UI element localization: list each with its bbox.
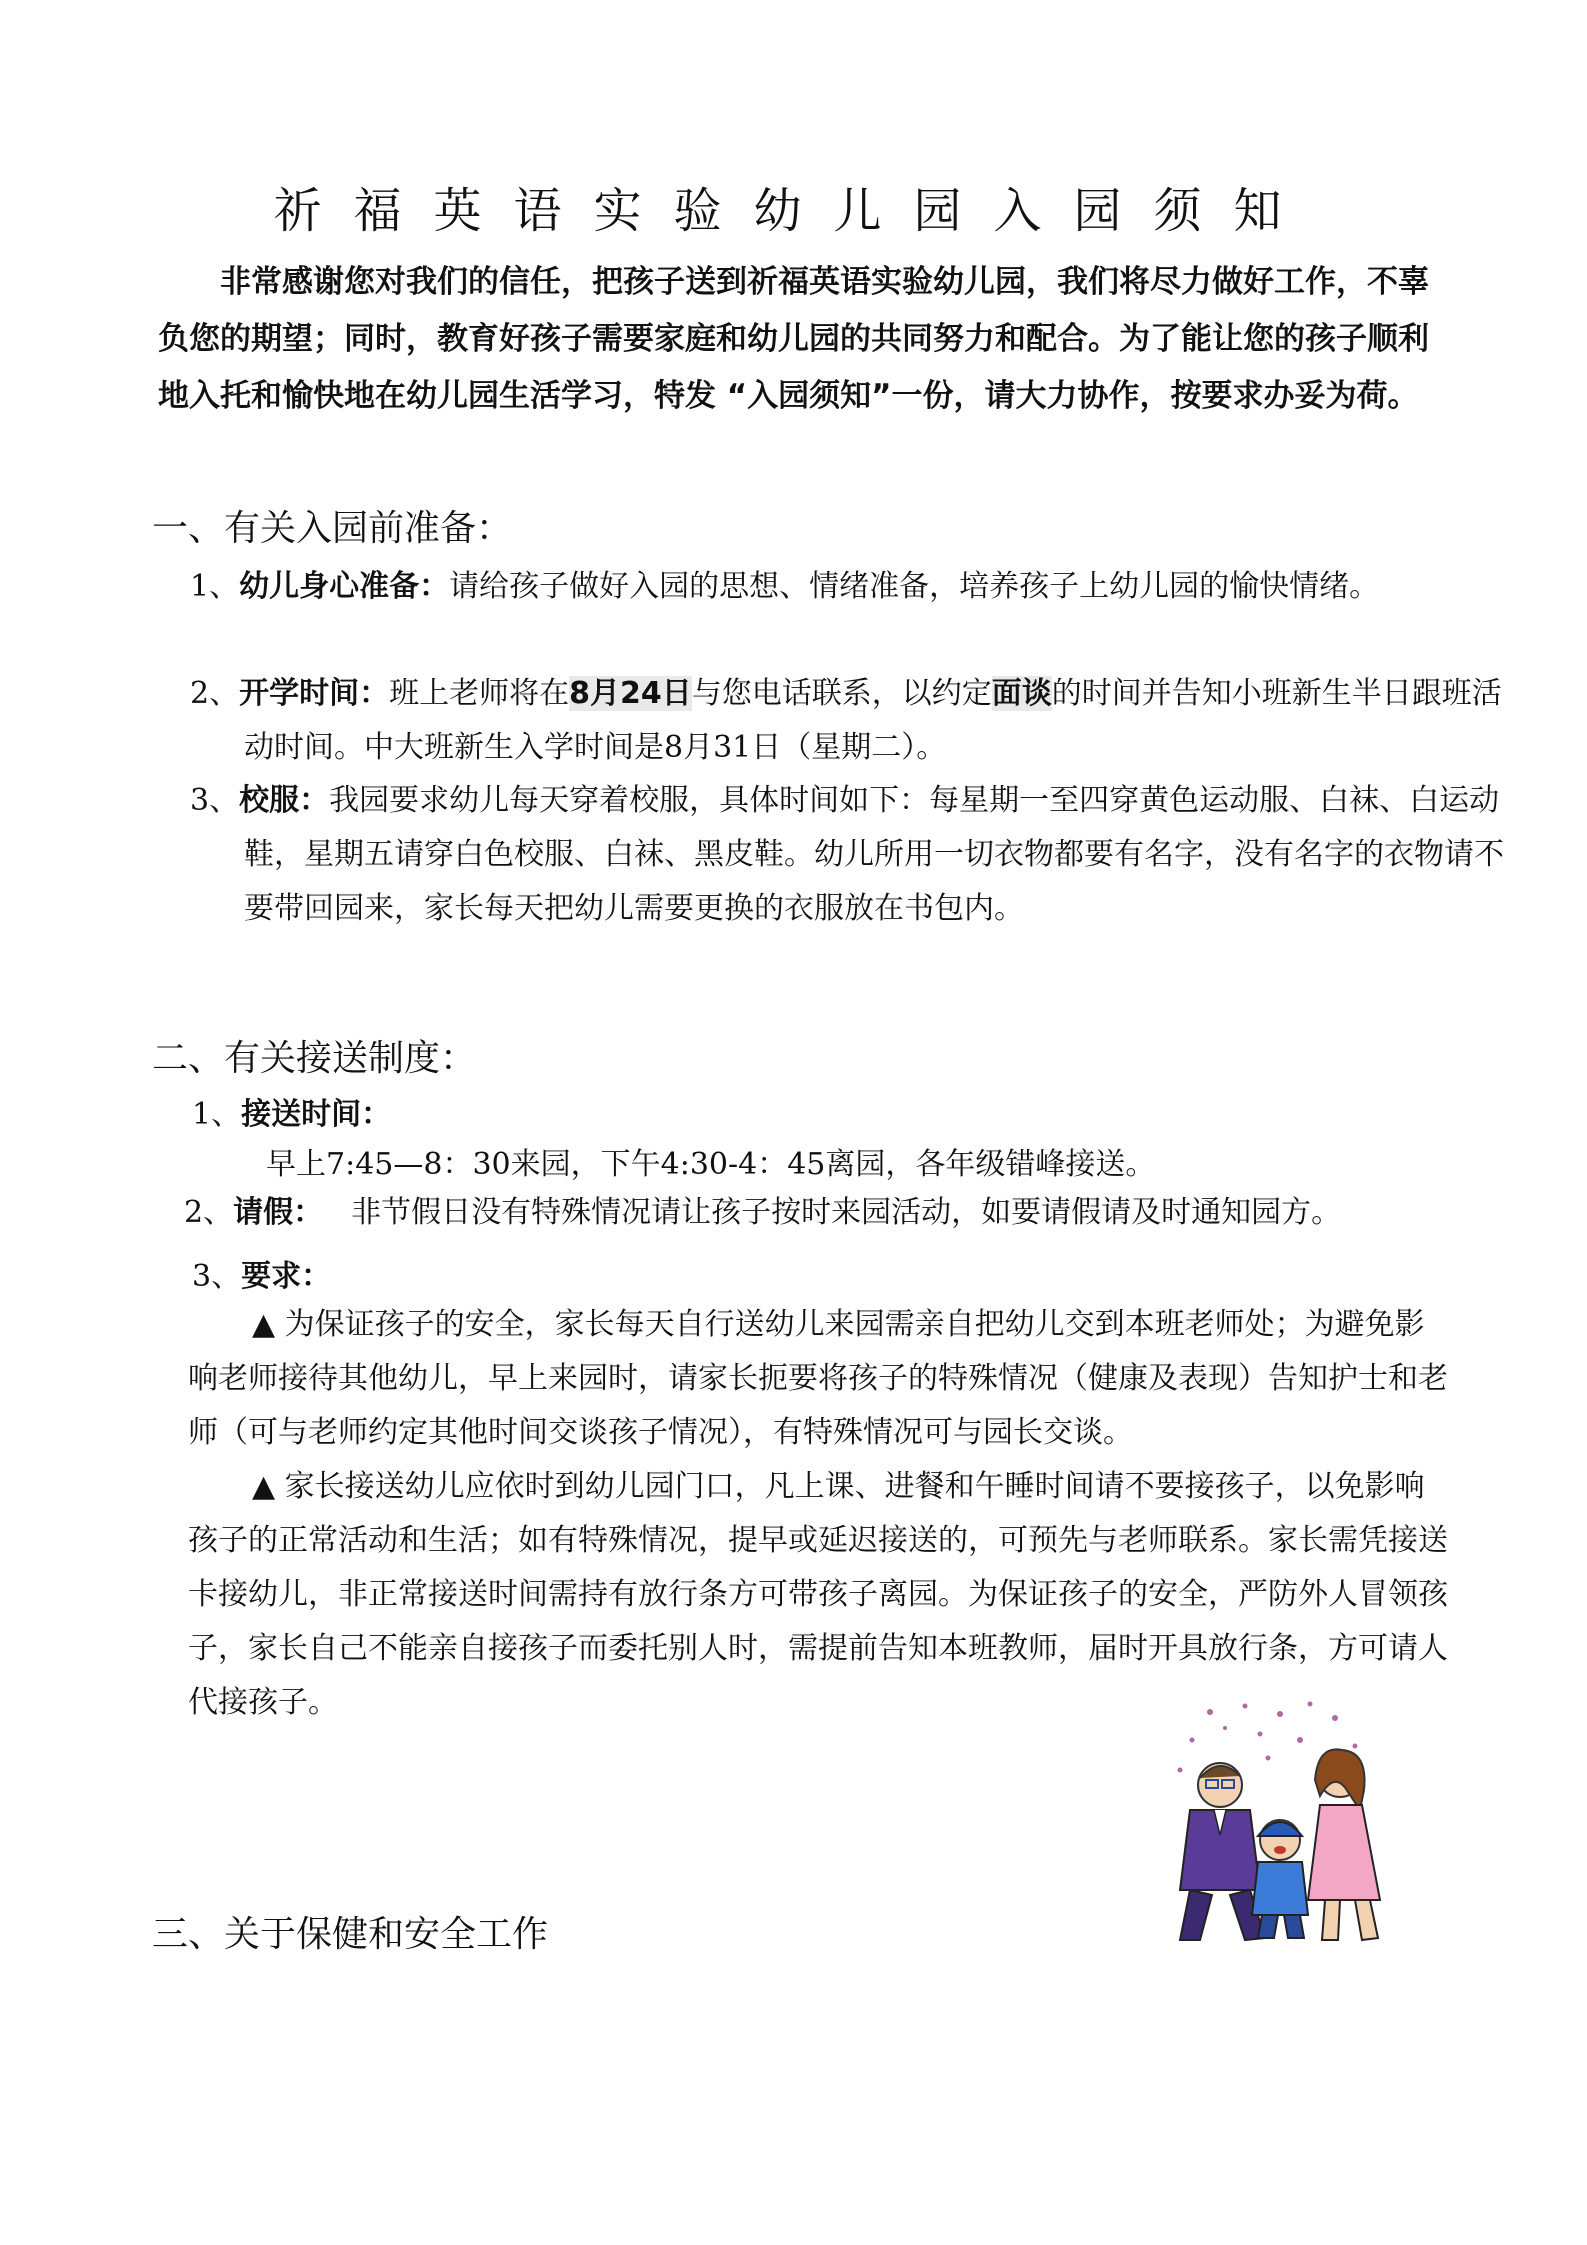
requirement-paragraph-1: ▲ 为保证孩子的安全，家长每天自行送幼儿来园需亲自把幼儿交到本班老师处；为避免影响老师接待其他幼儿，早上来园时，请家长扼要将孩子的特殊情况（健康及表现）告知护士和老师（可与老师约定其他时间交谈孩子情况），有特殊情况可与园长交谈。: [188, 1307, 1448, 1450]
item-number: 3、: [190, 783, 240, 818]
section-2-item-1-text: 早上7:45—8：30来园，下午4:30-4：45离园，各年级错峰接送。: [266, 1147, 1156, 1182]
item-label: 接送时间：: [241, 1097, 392, 1132]
item-number: 2、: [184, 1195, 234, 1230]
section-2-item-3-label: [192, 1250, 331, 1304]
item-text-b: 与您电话联系，以约定: [691, 676, 992, 711]
section-2-heading: 二、有关接送制度：: [152, 1038, 477, 1079]
section-2-item-2: [184, 1186, 1454, 1240]
section-1-heading: 一、有关入园前准备：: [152, 508, 513, 549]
item-text: 我园要求幼儿每天穿着校服，具体时间如下：每星期一至四穿黄色运动服、白袜、白运动鞋，星期五请穿白色校服、白袜、黑皮鞋。幼儿所用一切衣物都要有名字，没有名字的衣物请不要带回园来，家长每天把幼儿需要更换的衣服放在书包内。: [244, 783, 1504, 926]
section-1-item-1: [190, 560, 1504, 614]
item-number: 1、: [190, 569, 240, 604]
item-label: 校服：: [239, 783, 330, 818]
intro-paragraph: 非常感谢您对我们的信任，把孩子送到祈福英语实验幼儿园，我们将尽力做好工作，不辜负您的期望；同时，教育好孩子需要家庭和幼儿园的共同努力和配合。为了能让您的孩子顺利地入托和愉快地在幼儿园生活学习，特发 “入园须知”一份，请大力协作，按要求办妥为荷。: [158, 264, 1429, 414]
requirement-paragraph-2: ▲ 家长接送幼儿应依时到幼儿园门口，凡上课、进餐和午睡时间请不要接孩子，以免影响孩子的正常活动和生活；如有特殊情况，提早或延迟接送的，可预先与老师联系。家长需凭接送卡接幼儿，非正常接送时间需持有放行条方可带孩子离园。为保证孩子的安全，严防外人冒领孩子，家长自己不能亲自接孩子而委托别人时，需提前告知本班教师，届时开具放行条，方可请人代接孩子。: [188, 1469, 1448, 1720]
item-text-a: 班上老师将在: [389, 676, 570, 711]
item-label: 请假：: [233, 1195, 324, 1230]
item-number: 2、: [190, 676, 240, 711]
section-3-heading: 三、关于保健和安全工作: [152, 1914, 549, 1955]
item-text: 非节假日没有特殊情况请让孩子按时来园活动，如要请假请及时通知园方。: [351, 1195, 1342, 1230]
item-label: 要求：: [241, 1259, 332, 1294]
section-1-item-3: [190, 774, 1504, 936]
meeting-highlight: 面谈: [991, 676, 1052, 711]
start-date-highlight: 8月24日: [569, 676, 692, 711]
item-text-c: 的时间并告知小班新生半日跟班活动时间。中大班新生入学时间是8月31日（星期二）。: [244, 676, 1502, 765]
family-illustration-icon: [1150, 1700, 1410, 1950]
item-label: 幼儿身心准备：: [239, 569, 450, 604]
item-number: 3、: [192, 1259, 242, 1294]
section-2-item-1-label: [192, 1088, 391, 1142]
section-1-item-2: [190, 667, 1504, 775]
item-label: 开学时间：: [239, 676, 390, 711]
document-title: 祈福英语实验幼儿园入园须知: [273, 183, 1314, 239]
item-number: 1、: [192, 1097, 242, 1132]
item-text: 请给孩子做好入园的思想、情绪准备，培养孩子上幼儿园的愉快情绪。: [449, 569, 1380, 604]
